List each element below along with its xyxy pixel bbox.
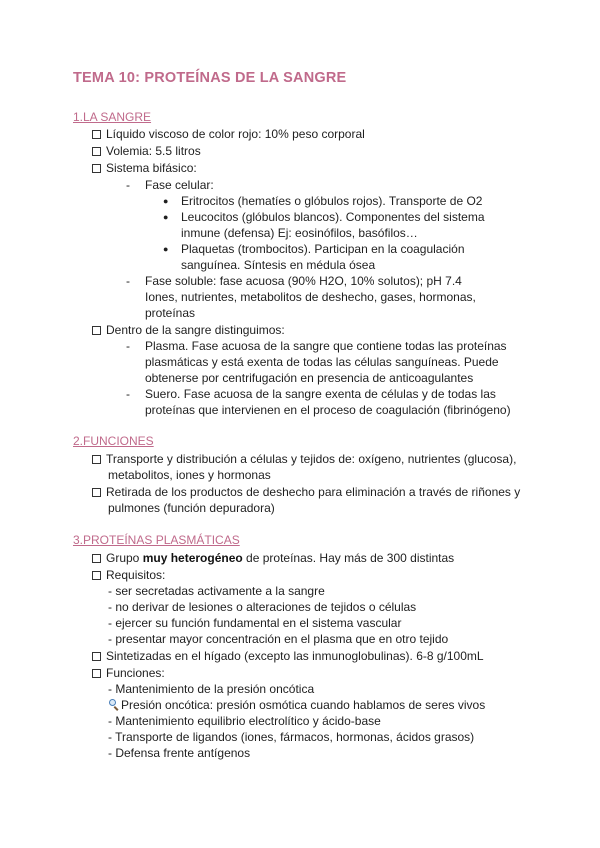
list-item-continuation: - Mantenimiento de la presión oncótica [108, 682, 315, 696]
list-item-continuation: obtenerse por centrifugación en presencia de anticoagulantes [145, 371, 474, 385]
list-item: Suero. Fase acuosa de la sangre exenta de células y de todas las [145, 387, 496, 401]
list-item-continuation: - ejercer su función fundamental en el sistema vascular [108, 616, 402, 630]
checkbox-icon[interactable] [92, 488, 101, 497]
dash-marker: - [126, 387, 130, 401]
dash-marker: - [126, 274, 130, 288]
checkbox-icon[interactable] [92, 455, 101, 464]
dash-marker: - [126, 178, 130, 192]
list-item-continuation: metabolitos, iones y hormonas [108, 468, 271, 482]
section-heading-proteinas-plasmaticas: 3.PROTEÍNAS PLASMÁTICAS [73, 533, 240, 547]
list-item: Volemia: 5.5 litros [92, 143, 201, 159]
list-item-continuation: proteínas [145, 306, 196, 320]
list-item-continuation: plasmáticas y está exenta de todas las células sanguíneas. Puede [145, 355, 499, 369]
list-item: Plasma. Fase acuosa de la sangre que contiene todas las proteínas [145, 339, 507, 353]
list-item: Grupo muy heterogéneo de proteínas. Hay más de 300 distintas [92, 550, 454, 566]
list-item: Sintetizadas en el hígado (excepto las inmunoglobulinas). 6-8 g/100mL [92, 648, 484, 664]
list-item: Transporte y distribución a células y tejidos de: oxígeno, nutrientes (glucosa), [92, 451, 516, 467]
list-item: Líquido viscoso de color rojo: 10% peso corporal [92, 126, 365, 142]
list-item-continuation: pulmones (función depuradora) [108, 501, 275, 515]
list-item-continuation: sanguínea. Síntesis en médula ósea [181, 258, 376, 272]
list-item-continuation: inmune (defensa) Ej: eosinófilos, basófilos… [181, 226, 418, 240]
section-heading-la-sangre: 1.LA SANGRE [73, 110, 152, 124]
list-item-continuation: - presentar mayor concentración en el plasma que en otro tejido [108, 632, 449, 646]
checkbox-icon[interactable] [92, 571, 101, 580]
checkbox-icon[interactable] [92, 652, 101, 661]
dash-marker: - [126, 339, 130, 353]
list-item-continuation: Iones, nutrientes, metabolitos de deshecho, gases, hormonas, [145, 290, 476, 304]
checkbox-icon[interactable] [92, 130, 101, 139]
list-item-continuation: - Mantenimiento equilibrio electrolítico y ácido-base [108, 714, 381, 728]
checkbox-icon[interactable] [92, 164, 101, 173]
checkbox-icon[interactable] [92, 554, 101, 563]
page-title: TEMA 10: PROTEÍNAS DE LA SANGRE [73, 70, 347, 86]
list-item-continuation: - Defensa frente antígenos [108, 746, 251, 760]
bold-emphasis: muy heterogéneo [142, 551, 243, 565]
bullet-icon: ● [163, 196, 169, 206]
checkbox-icon[interactable] [92, 669, 101, 678]
list-item-continuation: - ser secretadas activamente a la sangre [108, 584, 325, 598]
list-item-note: Presión oncótica: presión osmótica cuando hablamos de seres vivos [108, 697, 485, 713]
list-item: Eritrocitos (hematíes o glóbulos rojos). Transporte de O2 [181, 194, 483, 208]
list-item: Leucocitos (glóbulos blancos). Componentes del sistema [181, 210, 485, 224]
list-item: Fase celular: [145, 178, 214, 192]
checkbox-icon[interactable] [92, 147, 101, 156]
checkbox-icon[interactable] [92, 326, 101, 335]
bullet-icon: ● [163, 212, 169, 222]
section-heading-funciones: 2.FUNCIONES [73, 434, 154, 448]
list-item-continuation: - no derivar de lesiones o alteraciones de tejidos o células [108, 600, 417, 614]
list-item: Plaquetas (trombocitos). Participan en la coagulación [181, 242, 465, 256]
list-item: Fase soluble: fase acuosa (90% H2O, 10% solutos); pH 7.4 [145, 274, 462, 288]
list-item-continuation: proteínas que intervienen en el proceso de coagulación (fibrinógeno) [145, 403, 511, 417]
list-item: Funciones: [92, 665, 165, 681]
list-item: Requisitos: [92, 567, 165, 583]
list-item: Sistema bifásico: [92, 160, 197, 176]
list-item-continuation: - Transporte de ligandos (iones, fármacos, hormonas, ácidos grasos) [108, 730, 475, 744]
magnifying-glass-icon [108, 699, 120, 711]
bullet-icon: ● [163, 244, 169, 254]
list-item: Retirada de los productos de deshecho para eliminación a través de riñones y [92, 484, 520, 500]
list-item: Dentro de la sangre distinguimos: [92, 322, 285, 338]
